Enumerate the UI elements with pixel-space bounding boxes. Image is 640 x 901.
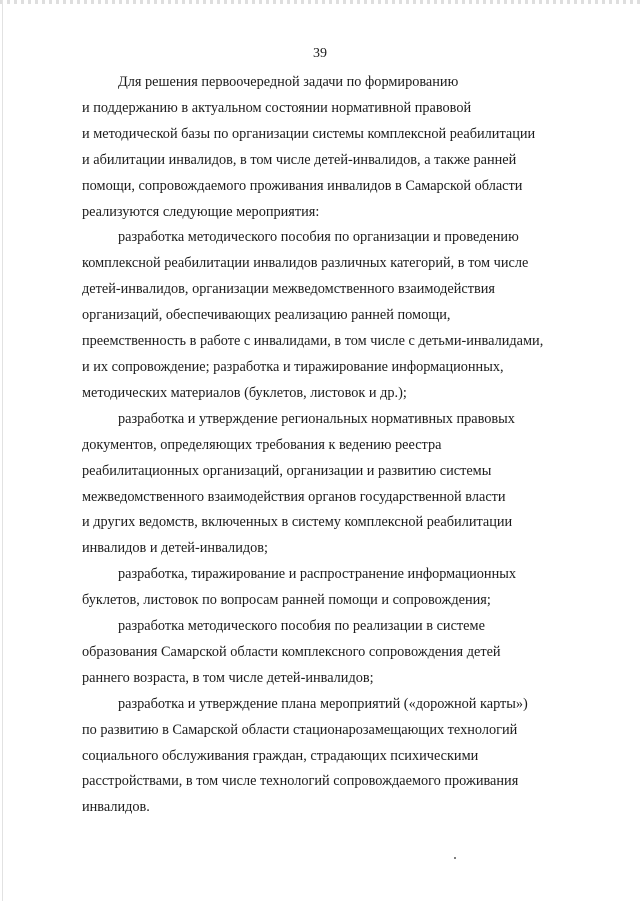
scan-speck <box>454 857 456 859</box>
scan-edge-left <box>2 0 3 901</box>
paragraph-booklets: разработка, тиражирование и распространение информационных буклетов, листовок по вопросам ранней помощи и сопровождения; <box>82 566 516 609</box>
document-body <box>82 70 556 821</box>
paragraph-methodical-manual: разработка методического пособия по организации и проведению комплексной реабилитации инвалидов различных категорий, в том числе детей-инвалидов, организации межведомственного взаимодействия организаций, обеспечивающих реализацию ранней помощи, преемственность в работе с инвалидами, в том числе с детьми-инвалидами, и их сопровождение; разработка и тиражирование информационных, методических материалов (буклетов, листовок и др.); <box>82 229 544 401</box>
paragraph-education-support: разработка методического пособия по реализации в системе образования Самарской области комплексного сопровождения детей раннего возраста, в том числе детей-инвалидов; <box>82 618 501 686</box>
paragraph-regional-documents: разработка и утверждение региональных нормативных правовых документов, определяющих требования к ведению реестра реабилитационных организаций, организации и развитию системы межведомственного взаимодействия органов государственной власти и других ведомств, включенных в систему комплексной реабилитации инвалидов и детей-инвалидов; <box>82 410 515 557</box>
paragraph-roadmap: разработка и утверждение плана мероприятий («дорожной карты») по развитию в Самарской области стационарозамещающих технологий социального обслуживания граждан, страдающих психическими расстройствами, в том числе технологий сопровождаемого проживания инвалидов. <box>82 695 528 816</box>
page-number: 39 <box>313 46 327 61</box>
scan-edge-top <box>0 0 640 4</box>
paragraph-intro: Для решения первоочередной задачи по формированию и поддержанию в актуальном состоянии нормативной правовой и методической базы по организации системы комплексной реабилитации и абилитации инвалидов, в том числе детей-инвалидов, а также ранней помощи, сопровождаемого проживания инвалидов в Самарской области реализуются следующие мероприятия: <box>82 74 536 220</box>
